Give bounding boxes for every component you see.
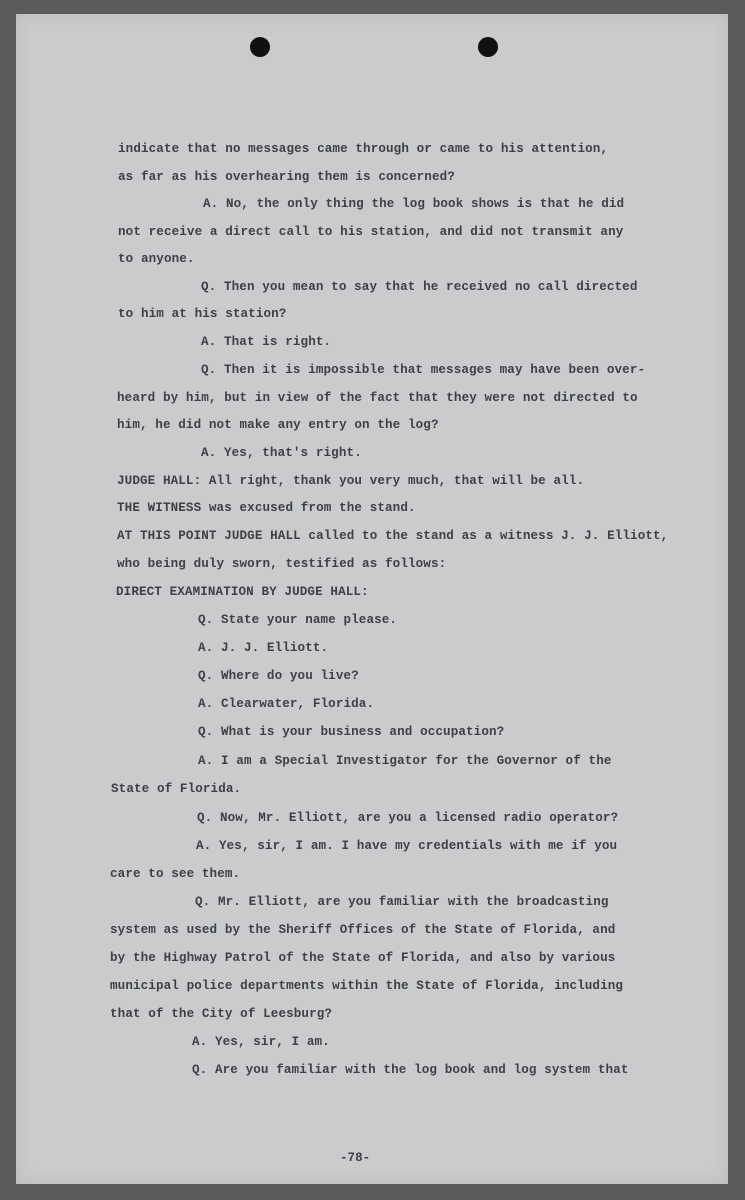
- text-line: A. No, the only thing the log book shows is that he did: [203, 197, 625, 211]
- text-line: by the Highway Patrol of the State of Florida, and also by various: [110, 951, 616, 965]
- document-page: [16, 14, 728, 1184]
- text-line: to him at his station?: [118, 307, 287, 321]
- text-line: DIRECT EXAMINATION BY JUDGE HALL:: [116, 585, 369, 599]
- text-line: Q. State your name please.: [198, 613, 398, 627]
- text-line: Q. Mr. Elliott, are you familiar with the broadcasting: [195, 895, 609, 909]
- text-line: A. J. J. Elliott.: [198, 641, 329, 655]
- text-line: Q. Then it is impossible that messages may have been over-: [201, 363, 646, 377]
- text-line: THE WITNESS was excused from the stand.: [117, 501, 416, 515]
- text-line: indicate that no messages came through or came to his attention,: [118, 142, 609, 156]
- text-line: Q. Then you mean to say that he received no call directed: [201, 280, 638, 294]
- text-line: A. Yes, sir, I am. I have my credentials with me if you: [196, 839, 618, 853]
- text-line: A. Clearwater, Florida.: [198, 697, 375, 711]
- text-line: A. I am a Special Investigator for the Governor of the: [198, 754, 612, 768]
- text-line: as far as his overhearing them is concerned?: [118, 170, 455, 184]
- page-number: -78-: [340, 1151, 371, 1165]
- text-line: A. That is right.: [201, 335, 332, 349]
- text-line: A. Yes, that's right.: [201, 446, 362, 460]
- text-line: not receive a direct call to his station, and did not transmit any: [118, 225, 624, 239]
- text-line: AT THIS POINT JUDGE HALL called to the stand as a witness J. J. Elliott,: [117, 529, 669, 543]
- text-line: him, he did not make any entry on the log?: [117, 418, 439, 432]
- text-line: municipal police departments within the State of Florida, including: [110, 979, 624, 993]
- text-line: A. Yes, sir, I am.: [192, 1035, 330, 1049]
- text-line: that of the City of Leesburg?: [110, 1007, 333, 1021]
- punch-hole-left: [250, 37, 270, 57]
- text-line: who being duly sworn, testified as follows:: [117, 557, 447, 571]
- text-line: State of Florida.: [111, 782, 242, 796]
- text-line: to anyone.: [118, 252, 195, 266]
- text-line: Q. Are you familiar with the log book and log system that: [192, 1063, 629, 1077]
- text-line: JUDGE HALL: All right, thank you very much, that will be all.: [117, 474, 585, 488]
- text-line: heard by him, but in view of the fact that they were not directed to: [117, 391, 638, 405]
- text-line: Q. Now, Mr. Elliott, are you a licensed radio operator?: [197, 811, 619, 825]
- text-line: Q. What is your business and occupation?: [198, 725, 505, 739]
- punch-hole-right: [478, 37, 498, 57]
- text-line: Q. Where do you live?: [198, 669, 359, 683]
- text-line: care to see them.: [110, 867, 241, 881]
- text-line: system as used by the Sheriff Offices of the State of Florida, and: [110, 923, 616, 937]
